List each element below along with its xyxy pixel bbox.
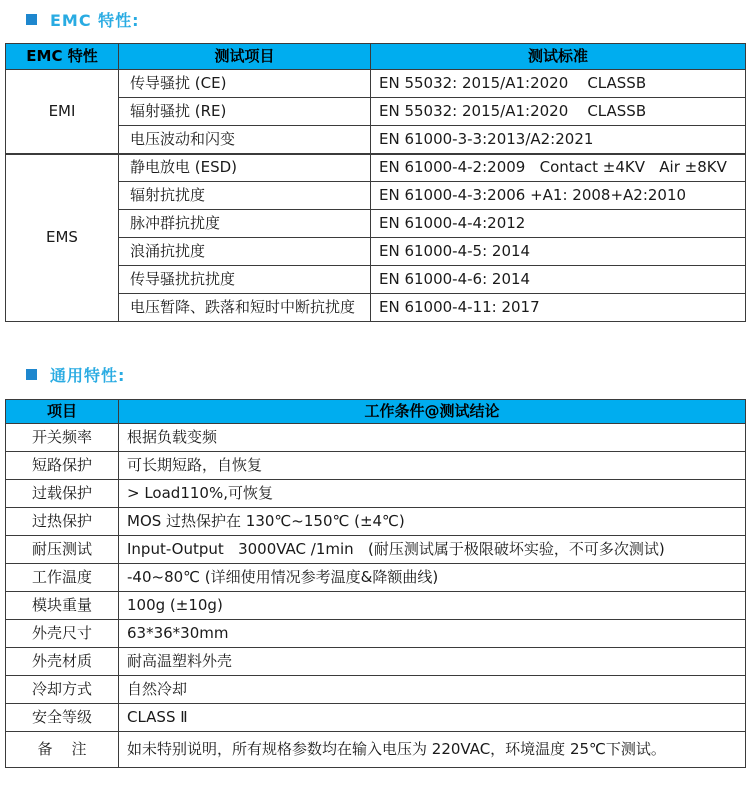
general-table	[5, 399, 746, 768]
test-standard-cell: EN 61000-4-5: 2014	[371, 238, 746, 266]
general-table-container	[5, 399, 745, 768]
emc-header-characteristic: EMC 特性	[6, 44, 119, 70]
test-item-cell: 辐射骚扰 (RE)	[119, 98, 371, 126]
test-item-cell: 电压暂降、跌落和短时中断抗扰度	[119, 294, 371, 322]
table-row	[6, 535, 746, 563]
table-row	[6, 731, 746, 767]
general-header-row	[6, 400, 746, 424]
table-row	[6, 647, 746, 675]
spec-item-cell: 工作温度	[6, 563, 119, 591]
spec-value-cell: 根据负载变频	[119, 423, 746, 451]
spec-value-cell: MOS 过热保护在 130℃~150℃ (±4℃)	[119, 507, 746, 535]
emc-header-test-standard: 测试标准	[371, 44, 746, 70]
spec-value-cell: CLASS Ⅱ	[119, 703, 746, 731]
test-item-cell: 辐射抗扰度	[119, 182, 371, 210]
table-row	[6, 154, 746, 182]
general-section-title-text: 通用特性:	[50, 366, 126, 385]
emc-table	[5, 43, 746, 322]
spec-value-cell: Input-Output 3000VAC /1min (耐压测试属于极限破坏实验，不可多次测试)	[119, 535, 746, 563]
spec-item-cell: 冷却方式	[6, 675, 119, 703]
spec-value-cell: 耐高温塑料外壳	[119, 647, 746, 675]
table-row	[6, 479, 746, 507]
test-item-cell: 传导骚扰抗扰度	[119, 266, 371, 294]
spec-value-cell: > Load110%,可恢复	[119, 479, 746, 507]
emc-group-emi-cell: EMI	[6, 70, 119, 154]
spec-value-cell: 自然冷却	[119, 675, 746, 703]
test-standard-cell: EN 61000-4-6: 2014	[371, 266, 746, 294]
table-row	[6, 619, 746, 647]
test-item-cell: 浪涌抗扰度	[119, 238, 371, 266]
table-row	[6, 591, 746, 619]
table-row	[6, 451, 746, 479]
spec-value-cell: 63*36*30mm	[119, 619, 746, 647]
spec-item-cell: 过载保护	[6, 479, 119, 507]
test-item-cell: 脉冲群抗扰度	[119, 210, 371, 238]
test-item-cell: 静电放电 (ESD)	[119, 154, 371, 182]
emc-section-title-text: EMC 特性:	[50, 11, 140, 30]
general-header-condition: 工作条件@测试结论	[119, 400, 746, 424]
emc-group-ems-cell: EMS	[6, 154, 119, 322]
table-row	[6, 563, 746, 591]
spec-item-cell: 备 注	[6, 731, 119, 767]
spec-value-cell: -40~80℃ (详细使用情况参考温度&降额曲线)	[119, 563, 746, 591]
spec-item-cell: 开关频率	[6, 423, 119, 451]
table-row	[6, 70, 746, 98]
square-bullet-icon	[26, 369, 37, 380]
test-standard-cell: EN 61000-4-3:2006 +A1: 2008+A2:2010	[371, 182, 746, 210]
general-section-title	[26, 364, 745, 385]
test-standard-cell: EN 61000-4-4:2012	[371, 210, 746, 238]
test-item-cell: 电压波动和闪变	[119, 126, 371, 154]
spec-value-cell: 可长期短路，自恢复	[119, 451, 746, 479]
spec-item-cell: 外壳尺寸	[6, 619, 119, 647]
test-standard-cell: EN 61000-3-3:2013/A2:2021	[371, 126, 746, 154]
spec-item-cell: 短路保护	[6, 451, 119, 479]
test-item-cell: 传导骚扰 (CE)	[119, 70, 371, 98]
test-standard-cell: EN 55032: 2015/A1:2020 CLASSB	[371, 70, 746, 98]
square-bullet-icon	[26, 14, 37, 25]
spec-item-cell: 外壳材质	[6, 647, 119, 675]
emc-header-test-item: 测试项目	[119, 44, 371, 70]
test-standard-cell: EN 61000-4-2:2009 Contact ±4KV Air ±8KV	[371, 154, 746, 182]
general-header-item: 项目	[6, 400, 119, 424]
test-standard-cell: EN 55032: 2015/A1:2020 CLASSB	[371, 98, 746, 126]
table-row	[6, 675, 746, 703]
spec-value-cell: 100g (±10g)	[119, 591, 746, 619]
spec-value-cell: 如未特别说明，所有规格参数均在输入电压为 220VAC，环境温度 25℃下测试。	[119, 731, 746, 767]
emc-header-row	[6, 44, 746, 70]
emc-table-container	[5, 43, 745, 322]
spec-item-cell: 耐压测试	[6, 535, 119, 563]
table-row	[6, 507, 746, 535]
spec-item-cell: 安全等级	[6, 703, 119, 731]
emc-section-title	[26, 9, 745, 30]
spec-item-cell: 模块重量	[6, 591, 119, 619]
table-row	[6, 703, 746, 731]
test-standard-cell: EN 61000-4-11: 2017	[371, 294, 746, 322]
spec-item-cell: 过热保护	[6, 507, 119, 535]
table-row	[6, 423, 746, 451]
